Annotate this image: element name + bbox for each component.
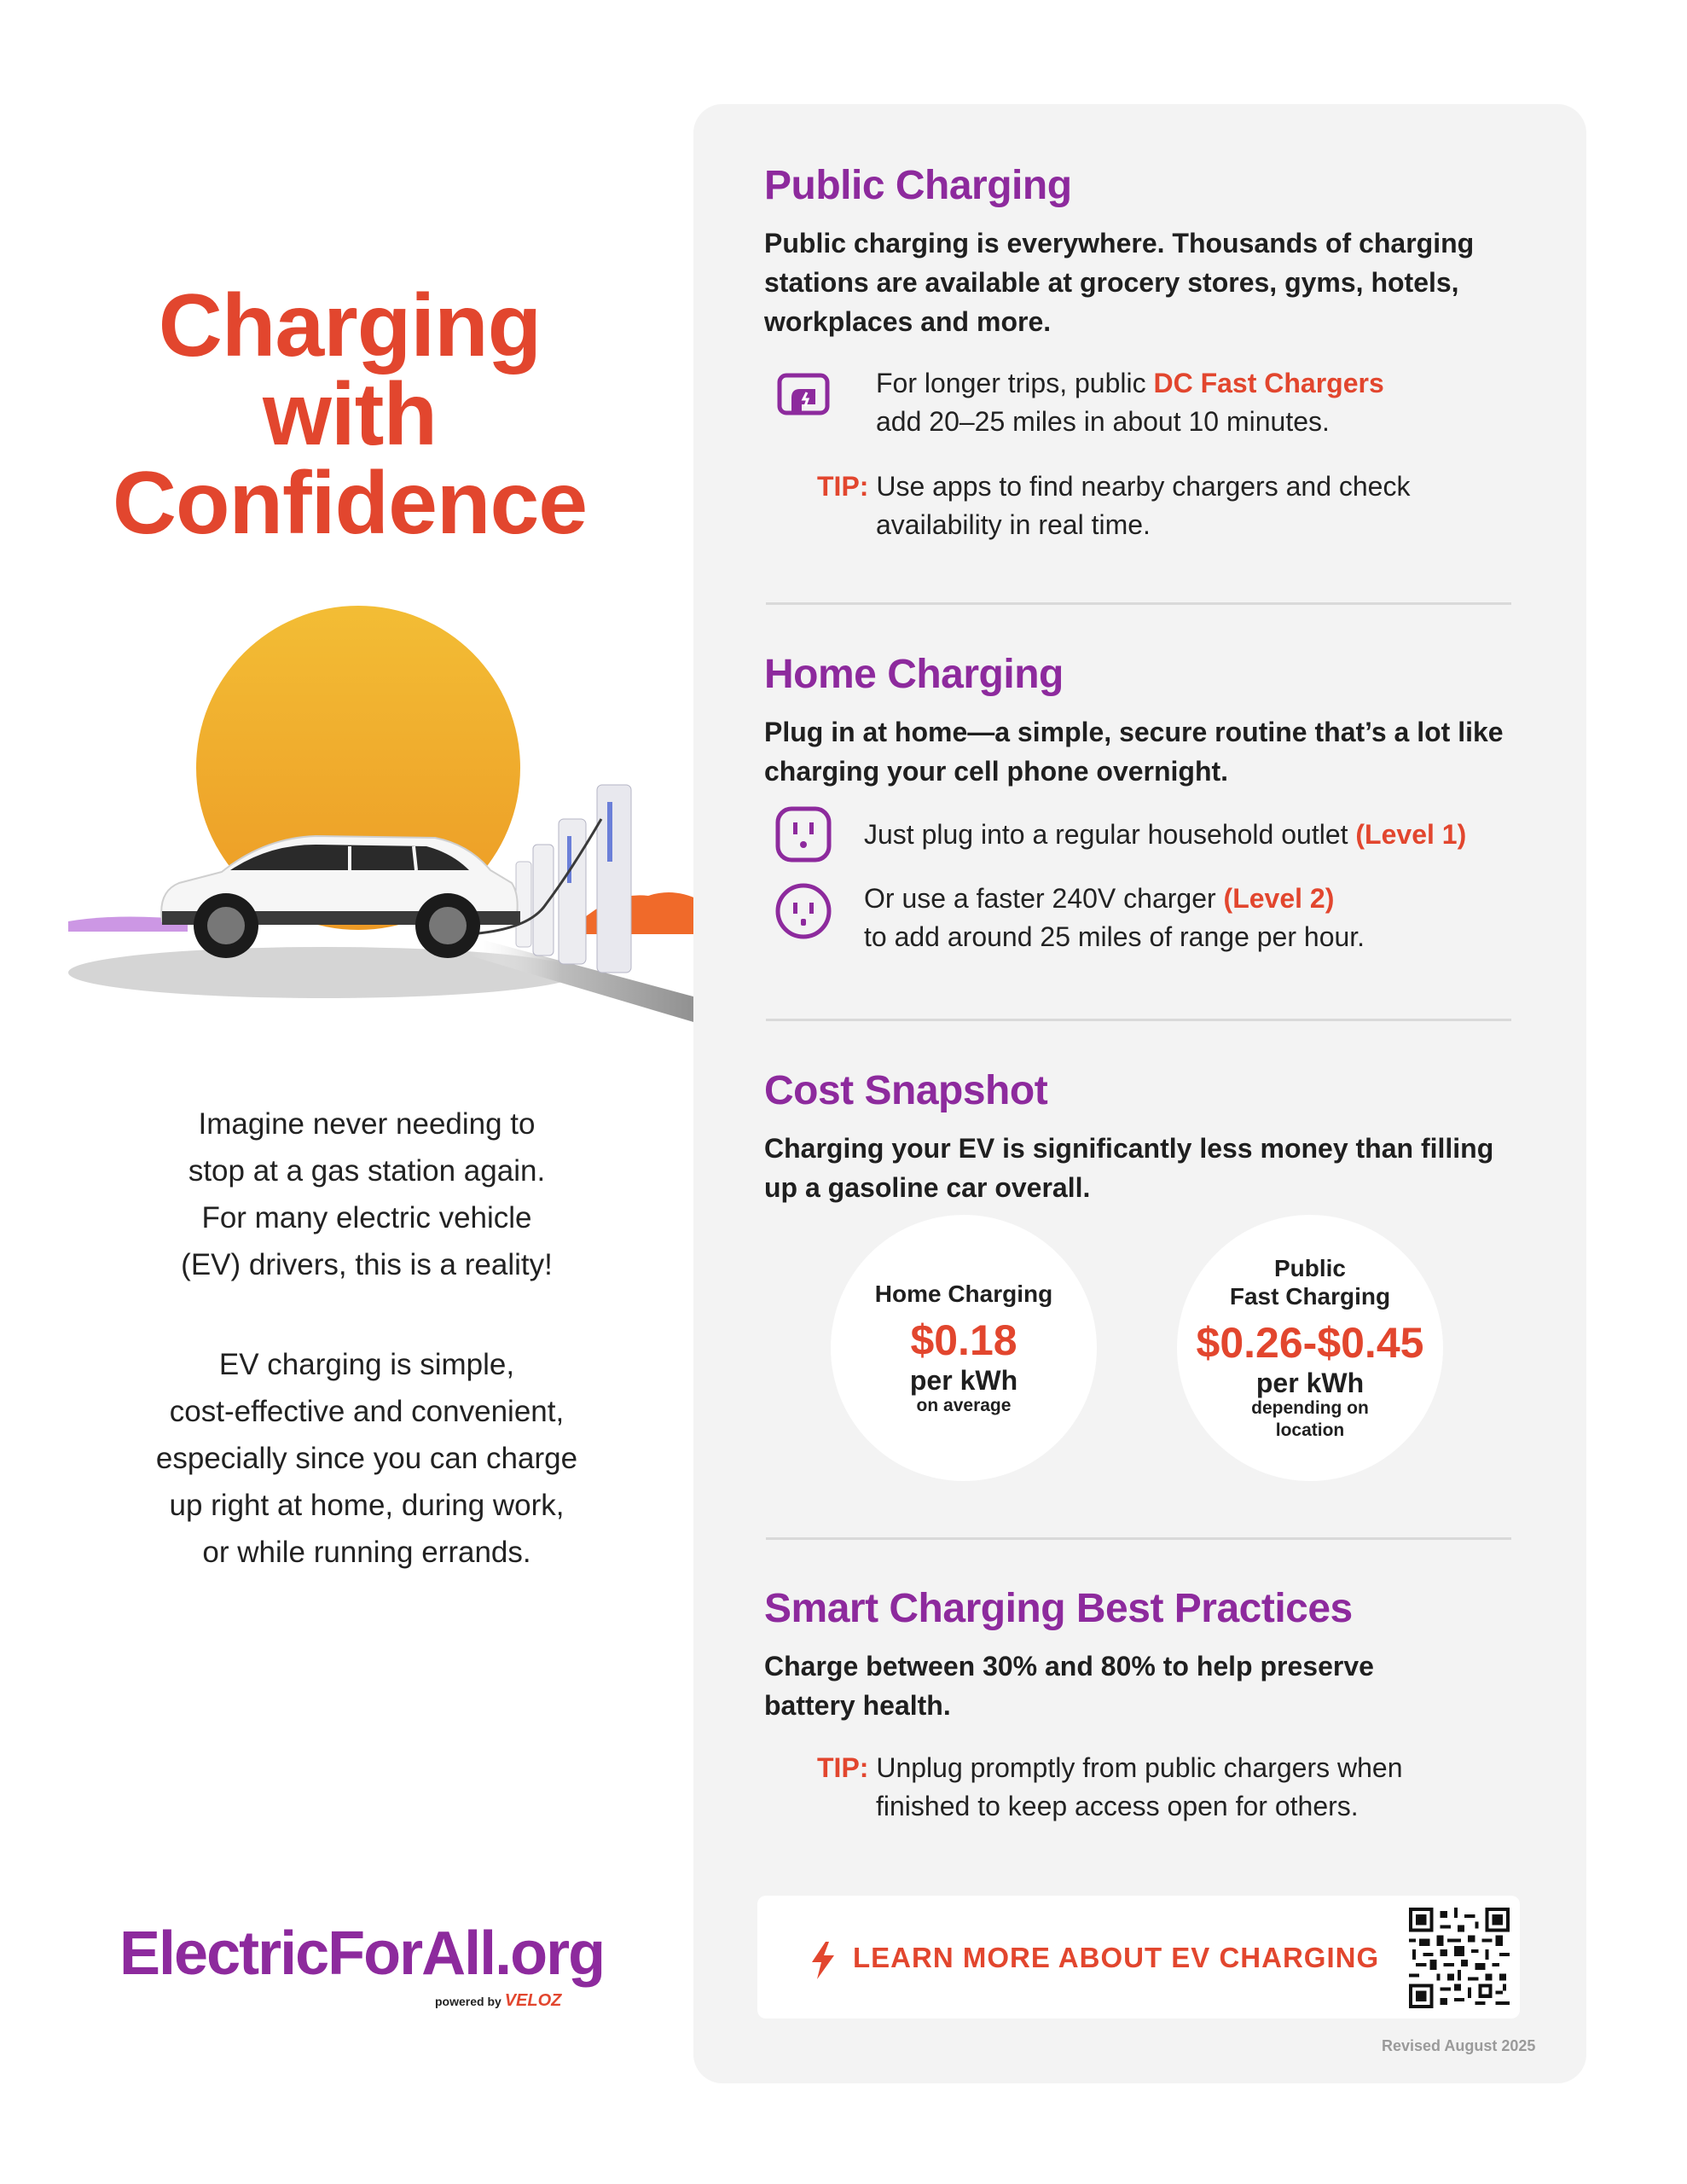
public-cost-card: [1177, 1215, 1443, 1481]
smart-tip: TIP: Unplug promptly from public chargers when finished to keep access open for others.: [817, 1752, 1403, 1821]
divider: [766, 602, 1511, 605]
cost-card-note: on average: [916, 1396, 1012, 1415]
title-line: Charging: [158, 276, 542, 375]
title-line: with: [263, 365, 437, 464]
cost-card-label: Public Fast Charging: [1229, 1255, 1391, 1310]
section-heading-smart: Smart Charging Best Practices: [764, 1586, 1353, 1631]
level1-text: Just plug into a regular household outlet (Level 1): [864, 819, 1467, 850]
home-cost-card: [831, 1215, 1097, 1481]
240v-outlet-icon: [773, 880, 834, 942]
veloz-logo: VELOZ: [504, 1991, 562, 2010]
home-lead: Plug in at home—a simple, secure routine that’s a lot like charging your cell phone overnight.: [764, 717, 1504, 787]
tip-label: TIP:: [817, 1752, 869, 1783]
intro-paragraph: EV charging is simple, cost-effective and convenient, especially since you can charge up right at home, during work, or while running errands.: [155, 1348, 578, 1569]
section-heading-cost: Cost Snapshot: [764, 1068, 1048, 1113]
divider: [766, 1537, 1511, 1540]
outlet-icon: [773, 804, 834, 865]
level1-tag: (Level 1): [1355, 819, 1467, 850]
dc-fast-text: For longer trips, public DC Fast Chargers add 20–25 miles in about 10 minutes.: [876, 368, 1384, 437]
revised-date: Revised August 2025: [1382, 2037, 1536, 2054]
cost-card-unit: per kWh: [1255, 1368, 1365, 1398]
logo-wordmark: ElectricForAll.org: [119, 1920, 605, 1988]
cost-card-price: $0.18: [910, 1316, 1017, 1364]
hero-illustration: [68, 597, 699, 1041]
section-heading-home: Home Charging: [764, 652, 1064, 697]
lightning-bolt-icon: [809, 1942, 838, 1979]
public-lead: Public charging is everywhere. Thousands of charging stations are available at grocery stores, gyms, hotels, workplaces and more.: [764, 228, 1475, 337]
learn-more-link[interactable]: LEARN MORE ABOUT EV CHARGING: [853, 1942, 1380, 1973]
logo-powered-by: powered by VELOZ: [435, 1991, 562, 2010]
divider: [766, 1019, 1511, 1021]
smart-lead: Charge between 30% and 80% to help preserve battery health.: [764, 1651, 1374, 1721]
cost-card-note: depending on location: [1251, 1398, 1369, 1440]
intro-paragraph: Imagine never needing to stop at a gas station again. For many electric vehicle (EV) drivers, this is a reality!: [181, 1107, 553, 1281]
tip-label: TIP:: [817, 471, 869, 502]
cost-card-label: Home Charging: [874, 1281, 1053, 1307]
ev-car: [161, 836, 520, 958]
dc-fast-highlight: DC Fast Chargers: [1153, 368, 1384, 398]
section-heading-public: Public Charging: [764, 163, 1072, 208]
cost-lead: Charging your EV is significantly less money than filling up a gasoline car overall.: [764, 1133, 1494, 1203]
page-title: [111, 276, 588, 553]
cost-card-price: $0.26-$0.45: [1196, 1319, 1424, 1367]
qr-code[interactable]: [1409, 1908, 1510, 2008]
title-line: Confidence: [112, 454, 588, 553]
ev-charger-plug-icon: [773, 367, 834, 428]
public-tip: TIP: Use apps to find nearby chargers and check availability in real time.: [817, 471, 1411, 540]
level2-tag: (Level 2): [1223, 883, 1335, 914]
cost-card-unit: per kWh: [909, 1365, 1018, 1396]
electricforall-logo[interactable]: [119, 1920, 631, 2013]
level2-text: Or use a faster 240V charger (Level 2) to add around 25 miles of range per hour.: [864, 883, 1365, 952]
intro-text: [128, 1101, 606, 1629]
